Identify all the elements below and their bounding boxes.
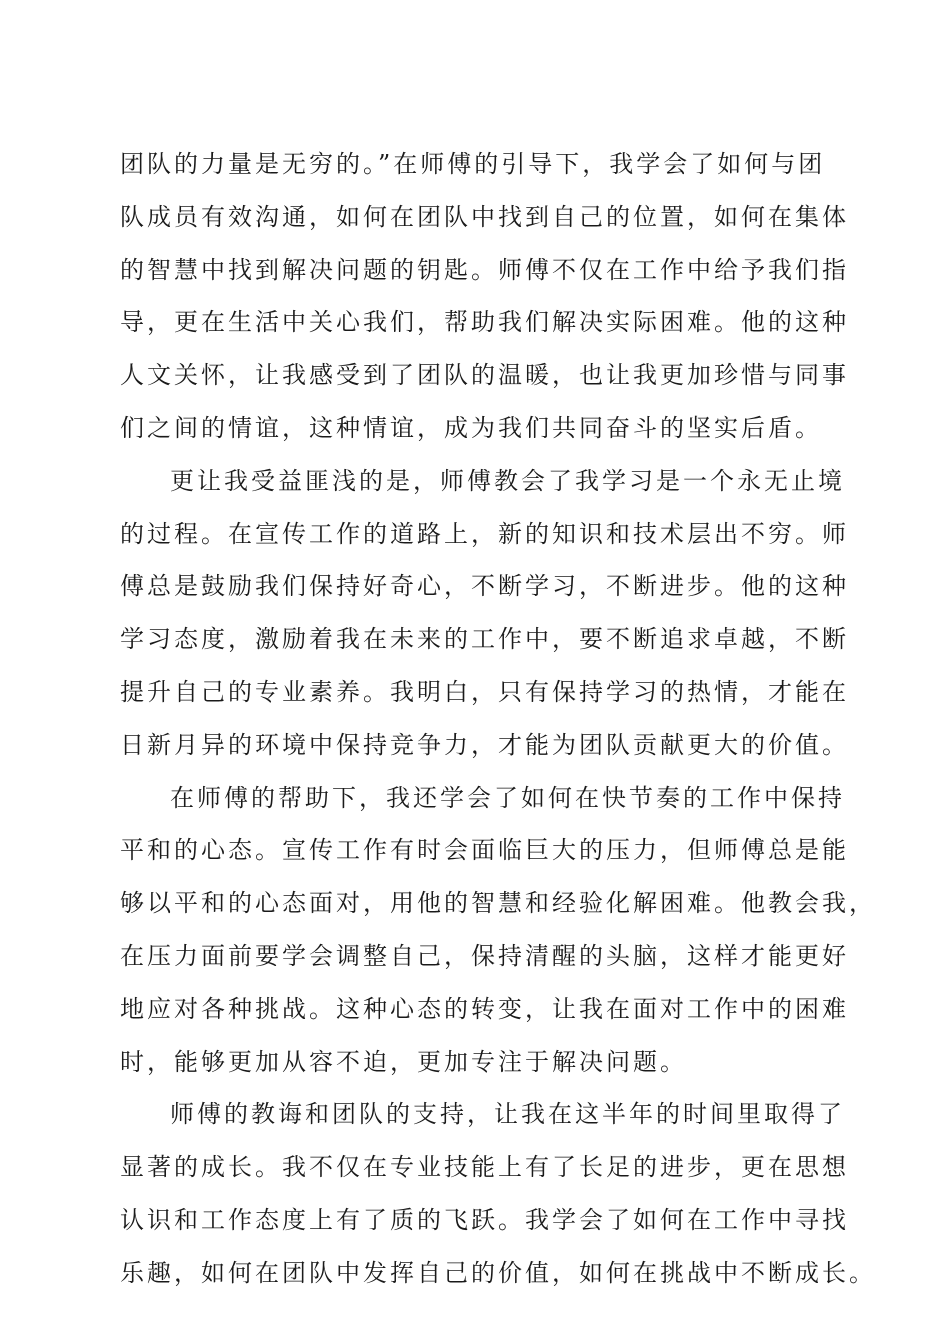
text-line: 地应对各种挑战。这种心态的转变，让我在面对工作中的困难: [120, 994, 849, 1023]
text-line: 们之间的情谊，这种情谊，成为我们共同奋斗的坚实后盾。: [120, 413, 822, 442]
paragraph-3: [120, 772, 876, 1089]
text-line: 师傅的教诲和团队的支持，让我在这半年的时间里取得了: [170, 1100, 845, 1129]
text-line: 够以平和的心态面对，用他的智慧和经验化解困难。他教会我，: [120, 889, 876, 918]
text-line: 平和的心态。宣传工作有时会面临巨大的压力，但师傅总是能: [120, 836, 849, 865]
text-line: 认识和工作态度上有了质的飞跃。我学会了如何在工作中寻找: [120, 1205, 849, 1234]
text-line: 的过程。在宣传工作的道路上，新的知识和技术层出不穷。师: [120, 519, 849, 548]
paragraph-4: [120, 1088, 876, 1299]
text-line: 傅总是鼓励我们保持好奇心，不断学习，不断进步。他的这种: [120, 572, 849, 601]
body-text: [120, 138, 876, 1300]
text-line: 在压力面前要学会调整自己，保持清醒的头脑，这样才能更好: [120, 941, 849, 970]
text-line: 提升自己的专业素养。我明白，只有保持学习的热情，才能在: [120, 677, 849, 706]
text-line: 的智慧中找到解决问题的钥匙。师傅不仅在工作中给予我们指: [120, 255, 849, 284]
text-line: 显著的成长。我不仅在专业技能上有了长足的进步，更在思想: [120, 1153, 849, 1182]
text-line: 队成员有效沟通，如何在团队中找到自己的位置，如何在集体: [120, 202, 849, 231]
text-line: 更让我受益匪浅的是，师傅教会了我学习是一个永无止境: [170, 466, 845, 495]
text-line: 人文关怀，让我感受到了团队的温暖，也让我更加珍惜与同事: [120, 361, 849, 390]
text-line: 乐趣，如何在团队中发挥自己的价值，如何在挑战中不断成长。: [120, 1258, 876, 1287]
text-line: 时，能够更加从容不迫，更加专注于解决问题。: [120, 1047, 687, 1076]
text-line: 学习态度，激励着我在未来的工作中，要不断追求卓越，不断: [120, 625, 849, 654]
paragraph-2: [120, 455, 849, 772]
text-line: 日新月异的环境中保持竞争力，才能为团队贡献更大的价值。: [120, 730, 849, 759]
text-line: 团队的力量是无穷的。”在师傅的引导下，我学会了如何与团: [120, 150, 826, 178]
paragraph-1: [120, 138, 849, 455]
text-line: 在师傅的帮助下，我还学会了如何在快节奏的工作中保持: [170, 783, 845, 812]
text-line: 导，更在生活中关心我们，帮助我们解决实际困难。他的这种: [120, 308, 849, 337]
